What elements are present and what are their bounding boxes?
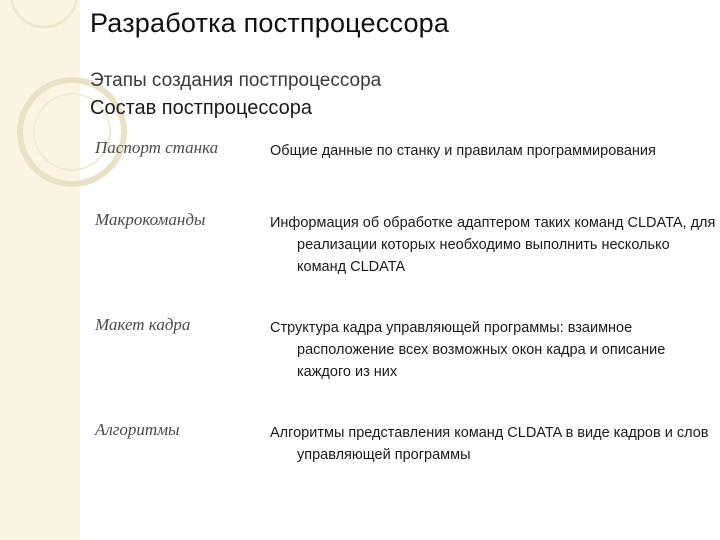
subtitle-stages: Этапы создания постпроцессора <box>90 70 382 91</box>
term-label: Алгоритмы <box>95 420 180 439</box>
term-label: Макет кадра <box>95 315 191 334</box>
decorative-ring-large <box>20 80 124 184</box>
decorative-ring-top <box>11 0 77 27</box>
term-description: Общие данные по станку и правилам программирования <box>270 143 656 159</box>
term-description: Структура кадра управляющей программы: взаимное расположение всех возможных окон кадра и описание каждого из них <box>270 320 666 380</box>
term-label: Паспорт станка <box>95 138 219 157</box>
slide-title: Разработка постпроцессора <box>90 8 450 38</box>
term-description: Информация об обработке адаптером таких команд CLDATA, для реализации которых необходимо выполнить несколько команд CLDATA <box>270 215 716 275</box>
term-description: Алгоритмы представления команд CLDATA в виде кадров и слов управляющей программы <box>270 425 709 463</box>
term-label: Макрокоманды <box>95 210 206 229</box>
subtitle-composition: Состав постпроцессора <box>90 97 312 119</box>
